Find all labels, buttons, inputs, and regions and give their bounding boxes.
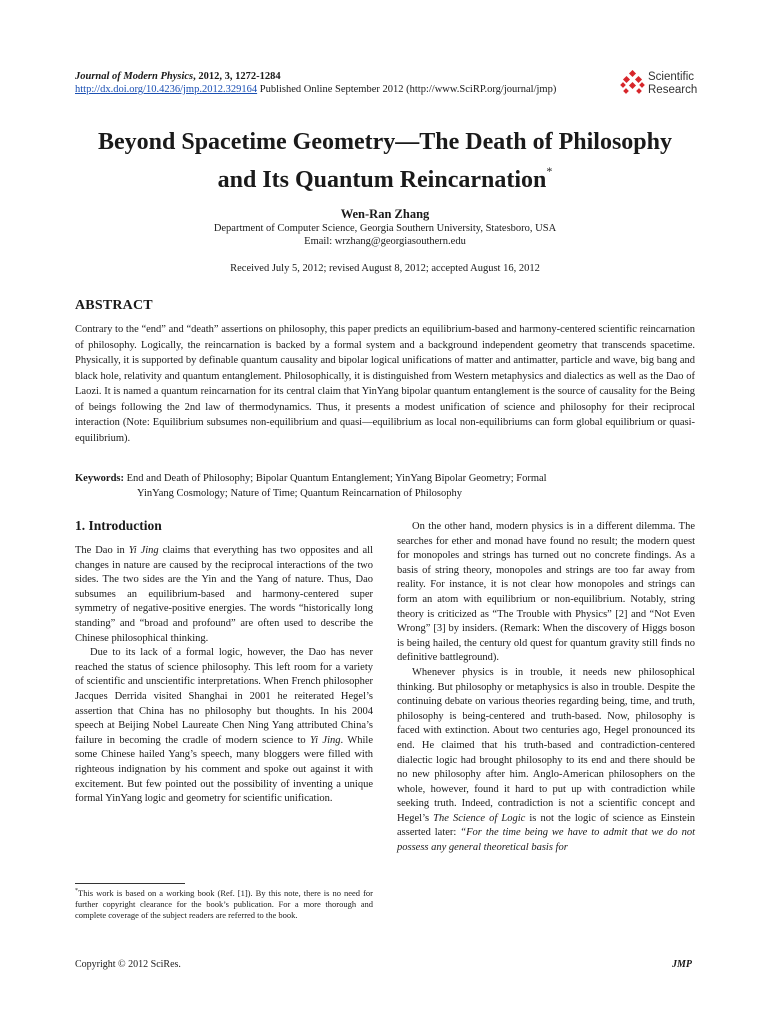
doi-line [75, 83, 556, 96]
logo-text: Scientific Research [648, 71, 698, 96]
keywords-label: Keywords: [75, 473, 124, 484]
published-online-text: Published Online September 2012 (http://www.SciRP.org/journal/jmp) [257, 84, 557, 95]
keywords-line-1: End and Death of Philosophy; Bipolar Quantum Entanglement; YinYang Bipolar Geometry; Formal [126, 473, 547, 484]
left-column [75, 518, 373, 807]
intro-paragraph-1: The Dao in Yi Jing claims that everything has two opposites and all changes in nature are caused by the reciprocal interactions of the two sides. The two sides are the Yin and the Yang of nature. Thus, Dao subsumes an equilibrium-based and harmony-centered super symmetry of negative-positive energies. The words “historically long standing” and “broad and profound” are often used to describe the Chinese philosophical thinking. [75, 545, 374, 644]
footnote-divider [75, 883, 185, 884]
department: Department of Computer Science, Georgia Southern University, Statesboro, USA [213, 223, 557, 234]
title-line-2: and Its Quantum Reincarnation* [217, 164, 553, 193]
footnote: *This work is based on a working book (Ref. [1]). By this note, there is no need for further copyright clearance for the book’s publication. For a more thorough and complete coverage of the subject readers are referred to the book. [75, 887, 373, 920]
scientific-research-logo [620, 70, 700, 100]
footer-journal-abbrev: JMP [672, 959, 692, 970]
author-affiliation [75, 222, 695, 248]
journal-volume-pages: , 2012, 3, 1272-1284 [193, 71, 281, 82]
keywords [75, 471, 695, 501]
footer-copyright: Copyright © 2012 SciRes. [75, 959, 181, 970]
doi-link[interactable]: http://dx.doi.org/10.4236/jmp.2012.329164 [75, 84, 258, 95]
right-paragraph-2: Whenever physics is in trouble, it needs new philosophical thinking. But philosophy or metaphysics is also in trouble. Despite the continuing debate on various theories regarding being, time, and truth, philosophy is being-centered and truth-based. Now, philosophy is faced with extinction. About two centuries ago, Hegel pronounced its end. He claimed that his truth-based and contradiction-centered dialectic logic had brought philosophy to its end and there should be no new philosophy after him. Anglo-American philosophers on the whole, however, found it hard to put up with contradiction while seeking truth. Indeed, contradiction is not a scientific concept and Hegel’s The Science of Logic is not the logic of science as Einstein asserted later: “For the time being we have to admit that we do not possess any general theoretical basis for [397, 666, 695, 854]
journal-name: Journal of Modern Physics [75, 71, 194, 82]
right-column [397, 520, 695, 856]
email: Email: wrzhang@georgiasouthern.edu [304, 236, 466, 247]
logo-mark-icon [620, 70, 646, 96]
abstract-text: Contrary to the “end” and “death” assertions on philosophy, this paper predicts an equilibrium-based and harmony-centered scientific reincarnation of philosophy. Logically, the reincarnation is backed by a formal system and a background independent geometry that transcends spacetime. Physically, it is supported by definable quantum causality and bipolar logical unifications of matter and antimatter, particle and wave, big bang and black hole, relativity and quantum entanglement. Philosophically, it is distinguished from Western metaphysics and dialectics as well as the Dao of Laozi. It is named a quantum reincarnation for its central claim that YinYang bipolar quantum entanglement is the source of causality for the Being of beings following the 2nd law of thermodynamics. Thus, it presents a modest unification of science and philosophy for their reciprocal interaction (Note: Equilibrium subsumes non-equilibrium and quasi—equilibrium as local non-equilibriums can form global equilibrium or quasi-equilibrium). [75, 324, 695, 444]
title-footnote-mark: * [546, 164, 553, 178]
right-paragraph-1: On the other hand, modern physics is in a different dilemma. The searches for ether and monad have found no result; the modern quest for monopoles and strings has turned out no concrete findings. As a basis of string theory, monopoles and strings are too far away from reality. For instance, it is not clear how monopoles and strings can form an atom with equilibrium or non-equilibrium. Notably, string theory is criticized as “The Trouble with Physics” [2] and “Not Even Wrong” [3] by insiders. (Remark: When the discovery of Higgs boson is being hailed, the century old quest for quantum gravity still finds no definitive battleground). [397, 521, 695, 664]
title-line-1: Beyond Spacetime Geometry—The Death of Philosophy [98, 129, 672, 155]
keywords-line-2: YinYang Cosmology; Nature of Time; Quantum Reincarnation of Philosophy [137, 488, 463, 499]
journal-citation [75, 70, 281, 83]
section-heading-introduction: 1. Introduction [75, 518, 162, 533]
intro-paragraph-2: Due to its lack of a formal logic, however, the Dao has never reached the status of science philosophy. This left room for a variety of scientific and unscientific interpretations. When French philosopher Jacques Derrida visited Shanghai in 2001 he reiterated Hegel’s assertion that China has no philosophy but thoughts. In his 2004 speech at Beijing Nobel Laureate Chen Ning Yang attributed China’s failure in becoming the cradle of modern science to Yi Jing. While some Chinese hailed Yang’s speech, many bloggers were filled with righteous indignation by his comment and spoke out against it with excitement. But few pointed out the possibility of inventing a unique formal YinYang logic and geometry for scientific unification. [75, 647, 374, 805]
einstein-quote: “For the time being we have to admit that we do not possess any general theoretical basis for [397, 827, 695, 854]
author-name: Wen-Ran Zhang [340, 207, 430, 221]
paper-title [75, 128, 695, 195]
abstract-heading: ABSTRACT [75, 298, 153, 313]
received-dates: Received July 5, 2012; revised August 8, 2012; accepted August 16, 2012 [230, 263, 540, 274]
